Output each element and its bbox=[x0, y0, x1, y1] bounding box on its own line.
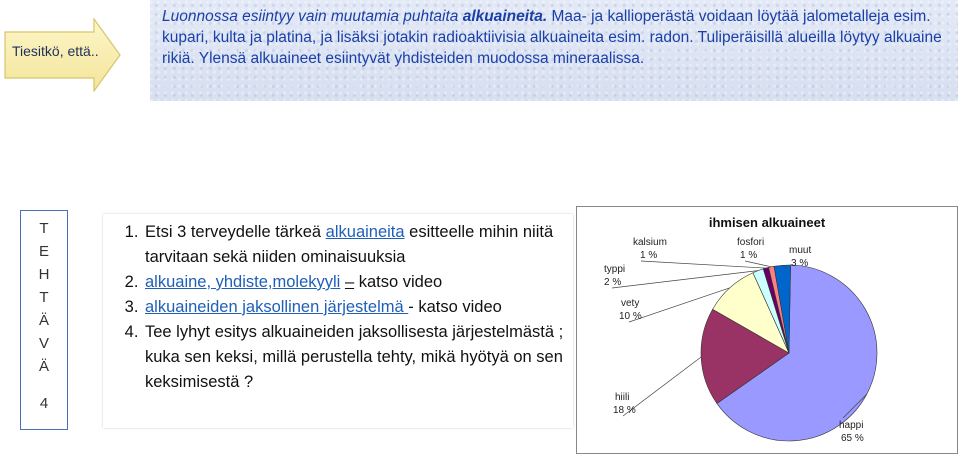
pie-label-muut: muut bbox=[789, 245, 812, 256]
pie-value-muut: 3 % bbox=[791, 258, 809, 269]
link-alkuaineita[interactable]: alkuaineita bbox=[325, 223, 405, 241]
pie-label-kalsium: kalsium bbox=[633, 237, 667, 248]
side-letter: Ä bbox=[38, 358, 49, 375]
link-jaksollinen-jarjestelma[interactable]: alkuaineiden jaksollinen järjestelmä bbox=[145, 298, 409, 316]
side-letter: H bbox=[38, 266, 50, 283]
side-letter: E bbox=[38, 243, 49, 260]
pie-svg bbox=[577, 207, 957, 453]
info-box bbox=[150, 0, 958, 101]
task-side-label bbox=[20, 210, 68, 430]
chart-title: ihmisen alkuaineet bbox=[708, 215, 826, 230]
pie-chart bbox=[576, 206, 958, 454]
side-letter: T bbox=[39, 220, 49, 237]
pie-value-vety: 10 % bbox=[619, 311, 642, 322]
task-item-4: 4. Tee lyhyt esitys alkuaineiden jaksollisesta järjestelmästä ; kuka sen keksi, millä perustella tehty, mikä hyötyä on sen keksimisestä ? bbox=[143, 320, 569, 395]
side-letter: Ä bbox=[38, 312, 49, 329]
side-letter: T bbox=[39, 289, 49, 306]
arrow-label: Tiesitkö, että.. bbox=[12, 43, 99, 59]
task-item-3: 3. alkuaineiden jaksollinen järjestelmä - katso video bbox=[143, 295, 569, 320]
pie-value-typpi: 2 % bbox=[604, 277, 622, 288]
task-number: 4 bbox=[39, 395, 49, 412]
task-list bbox=[103, 214, 573, 428]
pie-label-fosfori: fosfori bbox=[737, 237, 765, 248]
info-text-2: Maa- ja kallioperästä voidaan löytää jalometalleja esim. kupari, kulta ja platina, ja lisäksi jotakin radioaktiivisia alkuaineita esim. radon. Tuliperäisillä alueilla löytyy alkuaine rikiä. Ylensä alkuaineet esiintyvät yhdisteiden muodossa mineraalissa. bbox=[162, 8, 942, 67]
link-alkuaine-yhdiste-molekyyli[interactable]: alkuaine, yhdiste,molekyyli bbox=[145, 273, 341, 291]
pie-label-typpi: typpi bbox=[604, 264, 626, 275]
pie-value-hiili: 18 % bbox=[613, 405, 636, 416]
info-text-1: Luonnossa esiintyy vain muutamia puhtaita bbox=[162, 8, 463, 25]
pie-value-happi: 65 % bbox=[841, 433, 864, 444]
info-text-bold: alkuaineita. bbox=[462, 8, 548, 25]
pie-value-fosfori: 1 % bbox=[740, 250, 758, 261]
leader-line-kalsium bbox=[641, 261, 766, 268]
pie-label-vety: vety bbox=[621, 298, 640, 309]
leader-line-fosfori bbox=[745, 261, 771, 267]
side-letter: V bbox=[38, 335, 49, 352]
pie-label-hiili: hiili bbox=[615, 392, 630, 403]
task-item-1: 1. Etsi 3 terveydelle tärkeä alkuaineita esitteelle mihin niitä tarvitaan sekä niiden ominaisuuksia bbox=[143, 220, 569, 270]
pie-value-kalsium: 1 % bbox=[640, 250, 658, 261]
task-item-2: 2. alkuaine, yhdiste,molekyyli – katso video bbox=[143, 270, 569, 295]
link-dash[interactable]: – bbox=[344, 273, 355, 291]
pie-label-happi: happi bbox=[839, 420, 864, 431]
